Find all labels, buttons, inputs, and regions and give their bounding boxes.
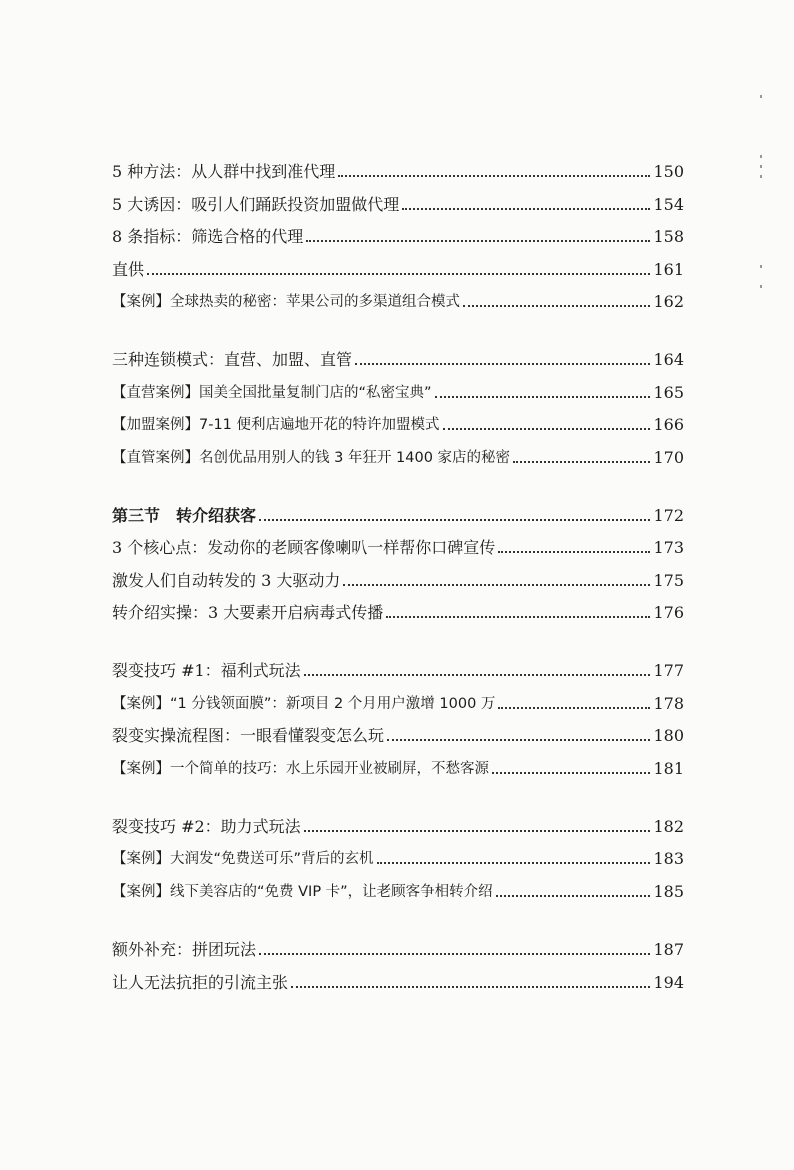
toc-entry-page: 154: [653, 194, 684, 214]
dot-leader: [343, 584, 650, 586]
toc-entry-page: 187: [653, 940, 684, 960]
toc-entry-title: 第三节 转介绍获客: [112, 505, 257, 525]
scan-specks: [760, 95, 764, 315]
toc-entry-title: 8 条指标：筛选合格的代理: [112, 227, 304, 247]
toc-entry-page: 158: [653, 227, 684, 247]
toc-entry-title: 【案例】“1 分钱领面膜”：新项目 2 个月用户激增 1000 万: [112, 695, 496, 712]
dot-leader: [304, 830, 651, 832]
toc-entry[interactable]: [112, 649, 684, 681]
dot-leader: [259, 519, 650, 521]
toc-entry[interactable]: [112, 435, 684, 467]
toc-entry[interactable]: [112, 558, 684, 590]
toc-entry-page: 177: [653, 661, 684, 681]
toc-entry-page: 182: [653, 817, 684, 837]
dot-leader: [435, 396, 651, 398]
dot-leader: [463, 305, 650, 307]
toc-entry-title: 直供: [112, 259, 145, 279]
toc-entry[interactable]: [112, 805, 684, 837]
table-of-contents: [112, 150, 684, 1019]
toc-entry-page: 150: [653, 162, 684, 182]
toc-entry-page: 194: [653, 972, 684, 992]
toc-entry[interactable]: [112, 681, 684, 713]
dot-leader: [387, 739, 650, 741]
dot-leader: [492, 772, 650, 774]
toc-entry-page: 162: [653, 291, 684, 311]
dot-leader: [147, 273, 650, 275]
dot-leader: [496, 895, 651, 897]
dot-leader: [259, 953, 650, 955]
toc-entry-title: 【案例】线下美容店的“免费 VIP 卡”，让老顾客争相转介绍: [112, 883, 493, 900]
toc-entry[interactable]: [112, 960, 684, 992]
dot-leader: [402, 208, 650, 210]
dot-leader: [443, 428, 651, 430]
toc-entry[interactable]: [112, 370, 684, 402]
dot-leader: [498, 707, 650, 709]
toc-group: [112, 150, 684, 312]
toc-group: [112, 338, 684, 468]
toc-entry-page: 175: [653, 570, 684, 590]
toc-entry-title: 转介绍实操：3 大要素开启病毒式传播: [112, 603, 384, 623]
toc-group: [112, 805, 684, 902]
toc-entry[interactable]: [112, 837, 684, 869]
toc-entry-page: 172: [653, 505, 684, 525]
toc-entry-page: 164: [653, 350, 684, 370]
toc-entry-title: 【直营案例】国美全国批量复制门店的“私密宝典”: [112, 384, 432, 401]
toc-entry-title: 额外补充：拼团玩法: [112, 940, 257, 960]
toc-entry-title: 【直管案例】名创优品用别人的钱 3 年狂开 1400 家店的秘密: [112, 449, 511, 466]
toc-entry-title: 裂变实操流程图：一眼看懂裂变怎么玩: [112, 726, 385, 746]
toc-entry-page: 183: [653, 849, 684, 869]
toc-entry[interactable]: [112, 338, 684, 370]
toc-entry-title: 3 个核心点：发动你的老顾客像喇叭一样帮你口碑宣传: [112, 538, 496, 558]
toc-entry[interactable]: [112, 247, 684, 279]
toc-entry[interactable]: [112, 746, 684, 778]
toc-entry-title: 裂变技巧 #1：福利式玩法: [112, 661, 301, 681]
dot-leader: [513, 461, 650, 463]
dot-leader: [338, 175, 650, 177]
dot-leader: [355, 363, 650, 365]
toc-entry[interactable]: [112, 403, 684, 435]
toc-entry[interactable]: [112, 182, 684, 214]
dot-leader: [386, 616, 650, 618]
toc-entry-page: 181: [653, 758, 684, 778]
toc-entry-page: 173: [653, 538, 684, 558]
toc-entry[interactable]: [112, 928, 684, 960]
dot-leader: [291, 986, 650, 988]
dot-leader: [498, 551, 650, 553]
toc-entry-title: 【案例】一个简单的技巧：水上乐园开业被刷屏，不愁客源: [112, 760, 489, 777]
toc-entry-title: 让人无法抗拒的引流主张: [112, 972, 289, 992]
toc-entry-title: 裂变技巧 #2：助力式玩法: [112, 817, 301, 837]
toc-entry[interactable]: [112, 869, 684, 901]
toc-entry-page: 165: [653, 382, 684, 402]
toc-entry-title: 【加盟案例】7-11 便利店遍地开花的特许加盟模式: [112, 417, 440, 434]
dot-leader: [306, 240, 650, 242]
toc-group: [112, 928, 684, 993]
toc-entry[interactable]: [112, 280, 684, 312]
toc-entry-title: 激发人们自动转发的 3 大驱动力: [112, 570, 341, 590]
toc-entry-title: 三种连锁模式：直营、加盟、直管: [112, 350, 353, 370]
toc-entry[interactable]: [112, 150, 684, 182]
toc-entry-page: 170: [653, 447, 684, 467]
toc-entry[interactable]: [112, 591, 684, 623]
toc-entry-title: 【案例】全球热卖的秘密：苹果公司的多渠道组合模式: [112, 293, 460, 310]
toc-entry-title: 5 大诱因：吸引人们踊跃投资加盟做代理: [112, 194, 400, 214]
toc-group: [112, 649, 684, 779]
toc-entry[interactable]: [112, 215, 684, 247]
toc-entry[interactable]: [112, 714, 684, 746]
toc-entry-page: 166: [653, 415, 684, 435]
dot-leader: [304, 674, 651, 676]
toc-entry-page: 178: [653, 693, 684, 713]
dot-leader: [377, 862, 651, 864]
toc-entry-page: 161: [653, 259, 684, 279]
toc-entry[interactable]: [112, 494, 684, 526]
toc-entry[interactable]: [112, 526, 684, 558]
toc-entry-page: 180: [653, 726, 684, 746]
toc-entry-title: 5 种方法：从人群中找到准代理: [112, 162, 336, 182]
toc-group: [112, 494, 684, 624]
toc-entry-title: 【案例】大润发“免费送可乐”背后的玄机: [112, 851, 374, 868]
toc-entry-page: 185: [653, 881, 684, 901]
toc-entry-page: 176: [653, 603, 684, 623]
